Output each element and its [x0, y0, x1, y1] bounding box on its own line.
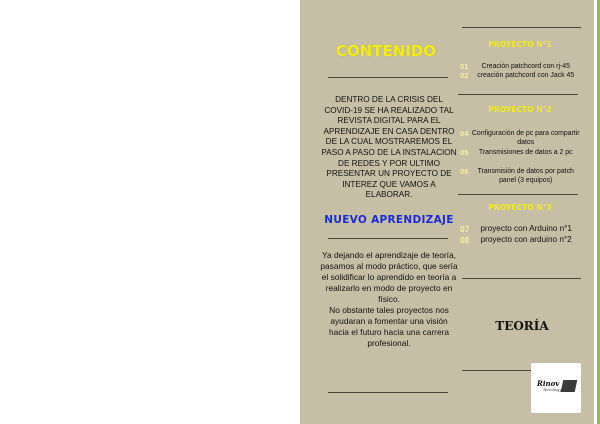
intro-paragraph: DENTRO DE LA CRISIS DEL COVID-19 SE HA REALIZADO TAL REVISTA DIGITAL PARA EL APRENDIZAJE EN CASA DENTRO DE LA CUAL MOSTRAREMOS EL PASO A PASO DE LA INSTALACION DE REDES Y POR ULTIMO PRESENTAR UN PROYECTO DE INTEREZ QUE VAMOS A ELABORAR. — [321, 95, 457, 200]
proyecto-1-heading: PROYECTO N°1 — [488, 40, 552, 49]
list-item — [460, 130, 580, 147]
divider — [328, 77, 448, 78]
teoria-heading: TEORÍA — [495, 319, 549, 333]
item-number: 08 — [460, 235, 470, 245]
item-text: Transmisión de datos por patch panel (3 equipos) — [477, 168, 574, 184]
item-number: 01 — [460, 62, 469, 71]
list-item — [460, 63, 580, 72]
divider — [458, 194, 578, 195]
list-item — [460, 235, 580, 245]
item-text: Transmisiones de datos a 2 pc — [478, 149, 573, 156]
proyecto-2-heading: PROYECTO N°2 — [488, 105, 552, 114]
divider — [328, 392, 448, 393]
item-text: creación patchcord con Jack 45 — [477, 72, 575, 79]
item-text: Configuración de pc para compartir datos — [471, 130, 580, 146]
contenido-heading: CONTENIDO — [335, 42, 437, 60]
logo-tagline: Tecnology — [543, 388, 562, 392]
list-item — [460, 72, 580, 81]
nuevo-paragraph-2: No obstante tales proyectos nos ayudaran a fomentar una visión hacia el futuro hacia una carrera profesional. — [328, 305, 450, 348]
item-number: 02 — [460, 71, 469, 80]
nuevo-aprendizaje-text — [320, 250, 458, 349]
divider — [462, 27, 581, 28]
list-item — [460, 168, 580, 185]
logo — [531, 363, 581, 413]
item-text: proyecto con arduino n°2 — [480, 235, 572, 244]
list-item — [460, 149, 580, 158]
item-number: 07 — [460, 224, 470, 234]
divider — [462, 278, 581, 279]
item-text: Creación patchcord con rj-45 — [481, 63, 570, 70]
nuevo-aprendizaje-heading: NUEVO APRENDIZAJE — [324, 214, 454, 226]
item-text: proyecto con Arduino n°1 — [480, 224, 572, 233]
proyecto-3-heading: PROYECTO N°3 — [488, 203, 552, 212]
list-item — [460, 224, 580, 234]
logo-mark-icon — [561, 380, 578, 392]
item-number: 05 — [460, 148, 469, 157]
divider — [458, 94, 578, 95]
divider — [462, 370, 532, 371]
logo-name: Rinov — [537, 379, 560, 388]
nuevo-paragraph-1: Ya dejando el aprendizaje de teoría, pasamos al modo práctico, que sería el solidificar lo aprendido en teoría a realizarlo en modo de proyecto en físico. — [320, 250, 458, 304]
divider — [328, 238, 448, 239]
item-number: 04 — [460, 129, 469, 138]
item-number: 06 — [460, 167, 469, 176]
